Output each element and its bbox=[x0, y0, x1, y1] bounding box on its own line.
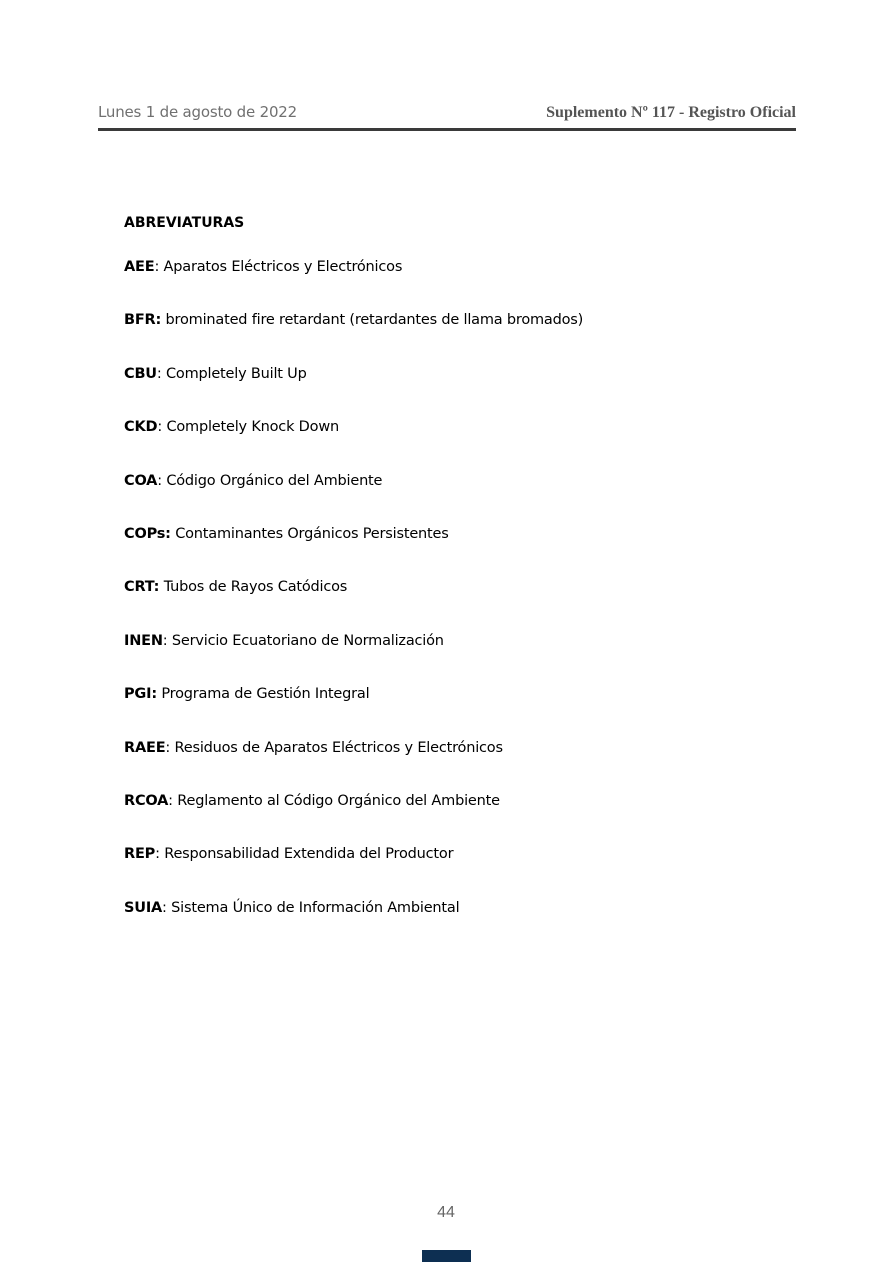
abbreviation-term: COPs: bbox=[124, 525, 171, 542]
abbreviation-definition: Responsabilidad Extendida del Productor bbox=[164, 846, 454, 863]
list-item bbox=[124, 897, 784, 919]
abbreviation-term: RAEE bbox=[124, 739, 166, 756]
abbreviation-definition: Completely Knock Down bbox=[166, 419, 339, 436]
abbreviation-definition: Código Orgánico del Ambiente bbox=[166, 472, 383, 489]
abbreviation-separator: : bbox=[157, 472, 167, 489]
abbreviation-definition: Servicio Ecuatoriano de Normalización bbox=[171, 632, 444, 649]
abbreviation-term: REP bbox=[124, 846, 156, 863]
section-title: ABREVIATURAS bbox=[124, 215, 245, 231]
list-item bbox=[124, 470, 784, 492]
abbreviation-separator: : bbox=[162, 899, 172, 916]
abbreviation-term: SUIA bbox=[124, 899, 163, 916]
header-date: Lunes 1 de agosto de 2022 bbox=[98, 103, 297, 121]
abbreviation-definition: brominated fire retardant (retardantes de llama bromados) bbox=[165, 312, 584, 329]
abbreviation-definition: Contaminantes Orgánicos Persistentes bbox=[175, 525, 449, 542]
list-item bbox=[124, 843, 784, 865]
abbreviation-definition: Programa de Gestión Integral bbox=[161, 686, 370, 703]
abbreviation-term: INEN bbox=[124, 632, 163, 649]
abbreviation-term: CKD bbox=[124, 419, 158, 436]
abbreviation-term: AEE bbox=[124, 259, 155, 275]
abbreviation-definition: Reglamento al Código Orgánico del Ambiente bbox=[177, 792, 500, 809]
abbreviation-separator: : bbox=[165, 739, 175, 756]
abbreviation-definition: Sistema Único de Información Ambiental bbox=[171, 899, 460, 916]
abbreviation-term: RCOA bbox=[124, 792, 169, 809]
list-item bbox=[124, 737, 784, 759]
abbreviation-term: PGI: bbox=[124, 686, 157, 703]
list-item bbox=[124, 790, 784, 812]
page-number: 44 bbox=[437, 1204, 455, 1221]
abbreviation-term: COA bbox=[124, 472, 158, 489]
main-content bbox=[124, 212, 784, 950]
abbreviation-separator: : bbox=[162, 632, 172, 649]
abbreviation-definition: Residuos de Aparatos Eléctricos y Electrónicos bbox=[174, 739, 503, 756]
abbreviation-definition: Tubos de Rayos Catódicos bbox=[163, 579, 348, 596]
list-item bbox=[124, 416, 784, 438]
abbreviation-term: CBU bbox=[124, 365, 157, 382]
abbreviation-separator: : bbox=[154, 259, 164, 275]
list-item bbox=[124, 576, 784, 598]
header-publication: Suplemento Nº 117 - Registro Oficial bbox=[546, 104, 796, 121]
list-item bbox=[124, 256, 784, 278]
abbreviation-definition: Completely Built Up bbox=[165, 365, 307, 382]
list-item bbox=[124, 683, 784, 705]
list-item bbox=[124, 363, 784, 385]
abbreviation-separator: : bbox=[155, 846, 165, 863]
abbreviation-list bbox=[124, 256, 784, 919]
abbreviation-separator: : bbox=[157, 419, 167, 436]
list-item bbox=[124, 523, 784, 545]
list-item bbox=[124, 309, 784, 331]
abbreviation-definition: Aparatos Eléctricos y Electrónicos bbox=[163, 259, 403, 275]
page-header bbox=[98, 102, 796, 131]
abbreviation-separator: : bbox=[168, 792, 178, 809]
list-item bbox=[124, 630, 784, 652]
abbreviation-term: BFR: bbox=[124, 312, 162, 329]
footer-bar bbox=[422, 1250, 471, 1262]
abbreviation-term: CRT: bbox=[124, 579, 160, 596]
abbreviation-separator: : bbox=[156, 365, 166, 382]
